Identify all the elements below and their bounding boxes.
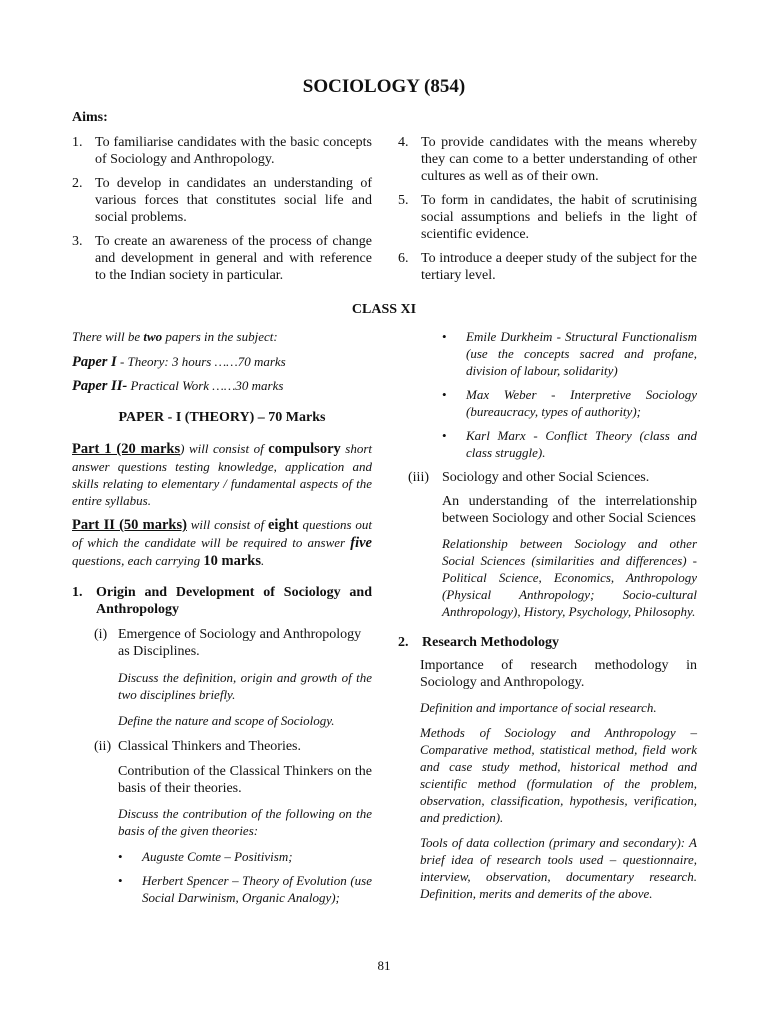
subsection-iii-text-2: Relationship between Sociology and other Social Sciences (similarities and differences) - Political Science, Economics, Anthropology (Physical Anthropology; Socio-cultural Anthropology), History, Psychology, Philosophy. (442, 536, 697, 619)
part1-label: Part 1 (20 marks (72, 441, 181, 457)
section2-title: Research Methodology (422, 635, 559, 650)
subsection-iii-title: Sociology and other Social Sciences. (442, 470, 650, 485)
part1-text-b: short answer questions testing knowledge, application and skills relating to elementary / fundamental aspects of the entire syllabus. (72, 441, 373, 508)
aim-number: 4. (398, 135, 409, 150)
papers-count: two (143, 329, 163, 344)
section2-text-4: Tools of data collection (primary and secondary): A brief idea of research tools used – questionnaire, interview, observation, documentary research. Definition, merits and demerits of the above. (420, 835, 697, 901)
part2-description (72, 516, 372, 570)
bullet-dot: • (118, 873, 123, 888)
part1-text-a: will consist of (184, 441, 269, 456)
part2-label: Part II (50 marks) (72, 517, 187, 533)
section2-text-1: Importance of research methodology in Sociology and Anthropology. (420, 658, 697, 690)
subsection-i-title: Emergence of Sociology and Anthropology as Disciplines. (118, 627, 362, 659)
bullet-dot: • (442, 428, 447, 443)
part2-five: five (350, 535, 372, 551)
aim-number: 2. (72, 176, 83, 191)
section1-heading (72, 584, 372, 618)
part2-text-c: questions, each carrying (72, 553, 204, 568)
section1-title: Origin and Development of Sociology and Anthropology (96, 585, 372, 617)
aim-text: To form in candidates, the habit of scrutinising social assumptions and beliefs in the light of scientific evidence. (421, 193, 697, 242)
subsection-iii-heading (408, 469, 697, 486)
paper2-label: Paper II- (72, 378, 128, 394)
part2-text-b: questions out of which the candidate will be required to answer (72, 517, 372, 550)
aim-text: To introduce a deeper study of the subject for the tertiary level. (421, 251, 697, 283)
subsection-ii-title: Classical Thinkers and Theories. (118, 739, 301, 754)
paper-heading: PAPER - I (THEORY) – 70 Marks (118, 410, 326, 425)
papers-intro-pre: There will be (72, 329, 144, 344)
aim-text: To familiarise candidates with the basic concepts of Sociology and Anthropology. (95, 135, 372, 167)
paper2-line (72, 377, 372, 395)
section2-text-3: Methods of Sociology and Anthropology – Comparative method, statistical method, field work and case study method, historical method and scientific method (formulation of the problem, observation, classification, hypothesis, verification, and prediction). (420, 725, 697, 825)
paper2-text: Practical Work ……30 marks (127, 378, 284, 393)
paper1-text: - Theory: 3 hours ……70 marks (116, 354, 286, 369)
aim-text: To provide candidates with the means whereby they can come to a better understanding of other cultures as well as of their own. (421, 135, 697, 184)
subsection-ii-text-2: Discuss the contribution of the following on the basis of the given theories: (118, 806, 372, 838)
bullet-dot: • (442, 387, 447, 402)
part2-text-d: . (261, 553, 265, 568)
subsection-ii-number: (ii) (94, 739, 112, 754)
aim-text: To develop in candidates an understanding of various forces that constitutes social life and social problems. (95, 176, 372, 225)
section2-number: 2. (398, 635, 409, 650)
bullet-item (442, 386, 697, 420)
aim-number: 6. (398, 251, 409, 266)
section2-text-2: Definition and importance of social research. (420, 700, 657, 715)
subsection-iii-number: (iii) (408, 470, 429, 485)
aim-item (72, 134, 372, 168)
paper1-label: Paper I (72, 354, 117, 370)
bullet-text: Emile Durkheim - Structural Functionalism (use the concepts sacred and profane, division of labour, solidarity) (466, 329, 697, 378)
aim-text: To create an awareness of the process of change and development in general and with reference to the Indian society in particular. (95, 234, 372, 283)
part1-compulsory: compulsory (268, 441, 341, 457)
right-column (398, 328, 697, 902)
class-heading: CLASS XI (351, 302, 417, 317)
part2-eight: eight (268, 517, 299, 533)
page-title: SOCIOLOGY (854) (302, 76, 466, 97)
part2-ten: 10 marks (203, 553, 262, 569)
aims-list-right (398, 134, 697, 291)
subsection-i-text-1: Discuss the definition, origin and growth of the two disciplines briefly. (118, 670, 372, 702)
part1-description (72, 440, 372, 509)
section1-number: 1. (72, 585, 83, 600)
aims-list-left (72, 134, 372, 291)
part2-text-a: will consist of (186, 517, 268, 532)
subsection-i-text-2: Define the nature and scope of Sociology. (118, 713, 335, 728)
subsection-ii-text-1: Contribution of the Classical Thinkers on the basis of their theories. (118, 764, 372, 796)
bullet-item (118, 848, 372, 865)
paper1-line (72, 353, 372, 371)
subsection-iii-text-1: An understanding of the interrelationship between Sociology and other Social Sciences (442, 494, 697, 526)
bullet-item (118, 872, 372, 906)
subsection-i-number: (i) (94, 627, 108, 642)
aim-item (398, 250, 697, 284)
papers-intro (72, 328, 372, 345)
aim-item (72, 233, 372, 284)
aim-item (72, 175, 372, 226)
left-column (72, 328, 372, 906)
bullet-dot: • (442, 329, 447, 344)
aim-item (398, 192, 697, 243)
aims-heading: Aims: (72, 110, 108, 125)
papers-intro-post: papers in the subject: (162, 329, 278, 344)
bullet-text: Karl Marx - Conflict Theory (class and class struggle). (466, 428, 697, 460)
part1-close: ) (180, 441, 185, 456)
subsection-ii-heading (94, 738, 372, 755)
bullet-dot: • (118, 849, 123, 864)
bullet-item (442, 427, 697, 461)
aim-number: 1. (72, 135, 83, 150)
section2-heading (398, 634, 697, 651)
aim-number: 3. (72, 234, 83, 249)
aim-item (398, 134, 697, 185)
bullet-text: Auguste Comte – Positivism; (142, 849, 293, 864)
page-number: 81 (377, 958, 391, 973)
bullet-text: Herbert Spencer – Theory of Evolution (use Social Darwinism, Organic Analogy); (142, 873, 372, 905)
subsection-i-heading (94, 626, 372, 660)
bullet-item (442, 328, 697, 379)
aim-number: 5. (398, 193, 409, 208)
bullet-text: Max Weber - Interpretive Sociology (bureaucracy, types of authority); (466, 387, 697, 419)
